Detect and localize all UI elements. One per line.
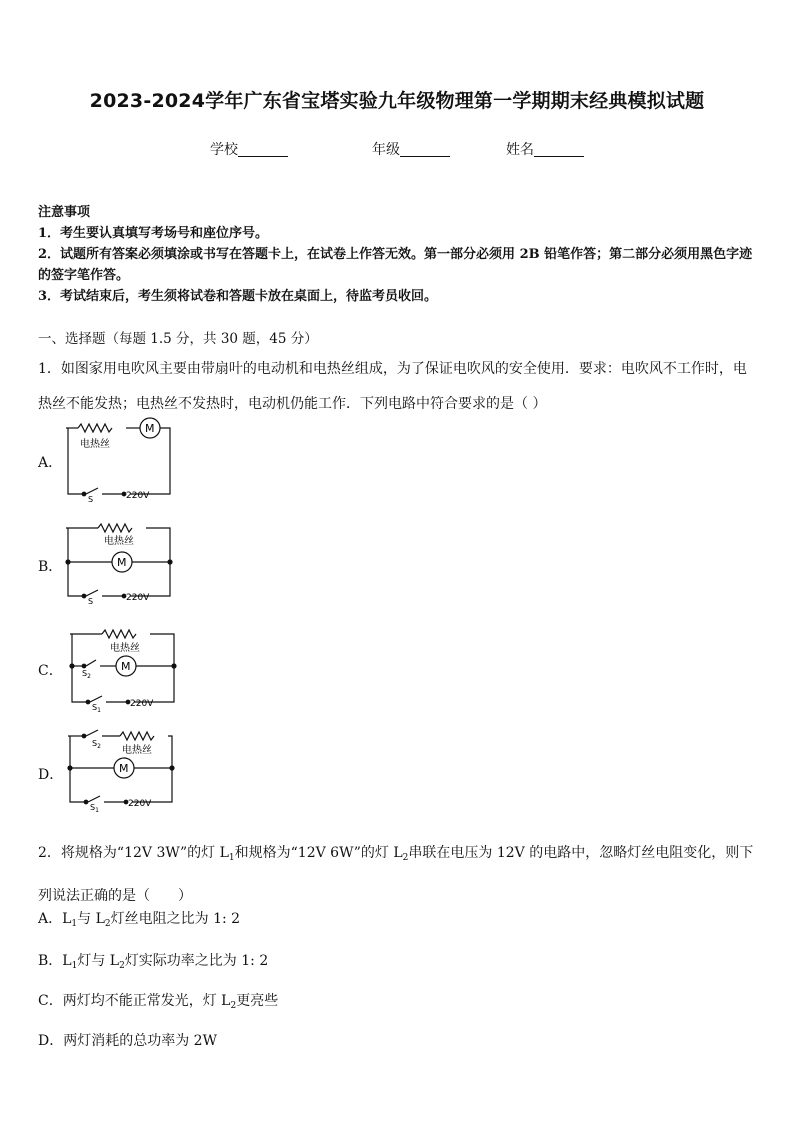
note-item: 2．试题所有答案必须填涂或书写在答题卡上，在试卷上作答无效。第一部分必须用 2B 铅笔作答；第二部分必须用黑色字迹的签字笔作答。 <box>38 247 753 283</box>
motor-label: M <box>117 556 127 569</box>
switch-2-label: $S_2$ <box>92 739 101 750</box>
school-label: 学校 <box>210 142 238 158</box>
q2-option-d[interactable]: D．两灯消耗的总功率为 2W <box>38 1033 217 1049</box>
name-label: 姓名 <box>506 142 534 158</box>
switch-1-label: $S_1$ <box>90 803 99 814</box>
heater-label: 电热丝 <box>110 643 140 654</box>
school-blank[interactable] <box>238 142 288 157</box>
motor-label: M <box>121 660 131 673</box>
name-field[interactable] <box>506 139 584 159</box>
voltage-label: 220V <box>130 699 154 709</box>
q1-option-c-label[interactable]: C． <box>38 663 63 679</box>
notes-block <box>38 202 758 307</box>
circuit-diagram-d <box>62 726 182 816</box>
heater-resistor <box>120 732 154 740</box>
q2-option-c[interactable]: C．两灯均不能正常发光，灯 $L_2$更亮些 <box>38 993 279 1011</box>
school-field[interactable] <box>210 139 288 159</box>
voltage-label: 220V <box>126 491 150 501</box>
switch-1-label: $S_1$ <box>92 703 101 714</box>
note-item: 3．考试结束后，考生须将试卷和答题卡放在桌面上，待监考员收回。 <box>38 289 438 304</box>
q1-option-b-label[interactable]: B． <box>38 559 63 575</box>
heater-label: 电热丝 <box>80 439 110 450</box>
page-title: 2023-2024学年广东省宝塔实验九年级物理第一学期期末经典模拟试题 <box>89 90 705 112</box>
q2-option-b[interactable]: B．$L_1$灯与 $L_2$灯实际功率之比为 1: 2 <box>38 953 269 971</box>
switch-label: S <box>88 495 94 504</box>
circuit-diagram-c <box>64 624 184 714</box>
grade-label: 年级 <box>372 142 400 158</box>
heater-label: 电热丝 <box>104 536 134 547</box>
circuit-diagram-a <box>60 414 180 504</box>
q2-option-a[interactable]: A．$L_1$与 $L_2$灯丝电阻之比为 1: 2 <box>38 911 241 929</box>
note-item: 1．考生要认真填写考场号和座位序号。 <box>38 226 269 241</box>
motor-label: M <box>119 762 129 775</box>
heater-label: 电热丝 <box>122 745 152 756</box>
notes-heading: 注意事项 <box>38 205 91 220</box>
heater-resistor <box>78 424 112 432</box>
heater-resistor <box>102 630 136 638</box>
switch-label: S <box>88 597 94 606</box>
grade-field[interactable] <box>372 139 450 159</box>
heater-resistor <box>98 524 132 532</box>
section-heading: 一、选择题（每题 1.5 分，共 30 题，45 分） <box>38 331 318 347</box>
q1-option-d-label[interactable]: D． <box>38 767 64 783</box>
voltage-label: 220V <box>128 799 152 809</box>
q1-option-a-label[interactable]: A． <box>38 455 63 471</box>
question-2-stem: 2．将规格为“12V 3W”的灯 $L_1$和规格为“12V 6W”的灯 $L_2$串联在电压为 12V 的电路中，忽略灯丝电阻变化，则下列说法正确的是（ ） <box>38 845 754 904</box>
motor-label: M <box>145 422 155 435</box>
circuit-diagram-b <box>60 518 180 608</box>
grade-blank[interactable] <box>400 142 450 157</box>
voltage-label: 220V <box>126 593 150 603</box>
switch-2-label: $S_2$ <box>82 669 91 680</box>
name-blank[interactable] <box>534 142 584 157</box>
question-1-stem: 1．如图家用电吹风主要由带扇叶的电动机和电热丝组成，为了保证电吹风的安全使用．要求：电吹风不工作时，电热丝不能发热；电热丝不发热时，电动机仍能工作．下列电路中符合要求的是（ ） <box>38 361 747 412</box>
